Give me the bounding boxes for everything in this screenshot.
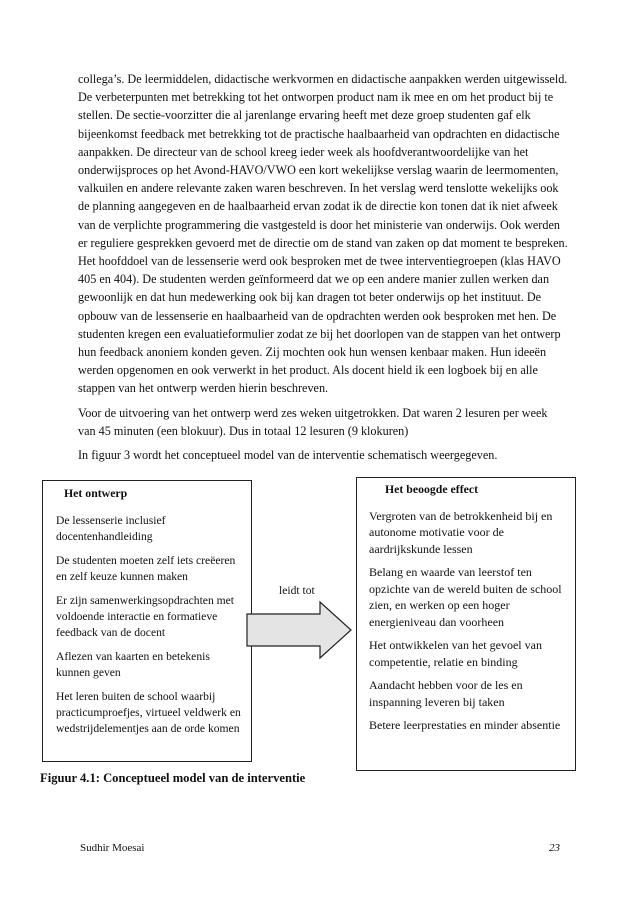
- effect-item: Aandacht hebben voor de les en inspanning leveren bij taken: [369, 678, 523, 709]
- effect-box: [356, 477, 576, 771]
- effect-item: Belang en waarde van leerstof ten opzichte van de wereld buiten de school zien, en werken op een hoger energieniveau dan voorheen: [369, 565, 562, 629]
- effect-item: Vergroten van de betrokkenheid bij en autonome motivatie voor de aardrijkskunde lessen: [369, 508, 553, 556]
- arrow-label: leidt tot: [279, 584, 315, 597]
- design-item: Er zijn samenwerkingsopdrachten met voldoende interactie en formatieve feedback van de docent: [56, 594, 235, 639]
- paragraph-2: Voor de uitvoering van het ontwerp werd zes weken uitgetrokken. Dat waren 2 lesuren per week van 45 minuten (een blokuur). Dus in totaal 12 lesuren (9 klokuren): [78, 405, 548, 438]
- effect-box-title: Het beoogde effect: [385, 482, 479, 496]
- design-item: Het leren buiten de school waarbij practicumproefjes, virtueel veldwerk en wedstrijdelementjes aan de orde komen: [56, 690, 241, 735]
- paragraph-1: collega’s. De leermiddelen, didactische werkvormen en didactische aanpakken werden uitgewisseld. De verbeterpunten met betrekking tot het ontworpen product nam ik mee en om het product bij te stellen. De sectie-voorzitter die al jarenlange ervaring heeft met deze groep studenten gaf elk bijeenkomst feedback met betrekking tot de practische haalbaarheid van opdrachten en didactische aanpakken. De directeur van de school kreeg ieder week als hoofdverantwoordelijke van het onderwijsproces op het Avond-HAVO/VWO een kort wekelijkse verslag waarin de leermomenten, valkuilen en andere relevante zaken waren beschreven. In het verslag werd tenslotte wekelijks ook de planning aangegeven en de haalbaarheid ervan zodat ik de directie kon tonen dat ik niet afweek van de verplichte programmering die vastgesteld is door het ministerie van onderwijs. Ook werden er reguliere gesprekken gevoerd met de directie om de stand van zaken op dat moment te bespreken. Het hoofddoel van de lessenserie werd ook besproken met de twee interventiegroepen (klas HAVO 405 en 404). De studenten werden geïnformeerd dat we op een andere manier zullen werken dan gewoonlijk en dat hun medewerking ook bij kan dragen tot beter onderwijs op het instituut. De opbouw van de lessenserie en haalbaarheid van de opdrachten werden ook besproken met hen. De studenten kregen een evaluatieformulier zodat ze bij het doorlopen van de stappen van het ontwerp hun feedback anoniem konden geven. Zij mochten ook hun wensen kenbaar maken. Hun ideeën werden opgenomen en ook verwerkt in het product. Als docent hield ik een logboek bij en alle stappen van het ontwerp werden hierin beschreven.: [78, 72, 568, 396]
- design-item: Aflezen van kaarten en betekenis kunnen geven: [56, 650, 210, 679]
- right-arrow-icon: [244, 600, 356, 660]
- page-number: 23: [549, 842, 560, 854]
- effect-item: Betere leerprestaties en minder absentie: [369, 718, 561, 732]
- effect-item: Het ontwikkelen van het gevoel van competentie, relatie en binding: [369, 638, 542, 669]
- design-box-title: Het ontwerp: [64, 486, 128, 500]
- figure-caption: Figuur 4.1: Conceptueel model van de interventie: [40, 771, 306, 785]
- design-item: De lessenserie inclusief docentenhandleiding: [56, 514, 166, 543]
- paragraph-3: In figuur 3 wordt het conceptueel model van de interventie schematisch weergegeven.: [78, 448, 498, 463]
- body-text: [78, 70, 568, 470]
- design-item: De studenten moeten zelf iets creëeren en zelf keuze kunnen maken: [56, 554, 236, 583]
- design-box: [42, 480, 252, 762]
- footer-author: Sudhir Moesai: [80, 842, 145, 854]
